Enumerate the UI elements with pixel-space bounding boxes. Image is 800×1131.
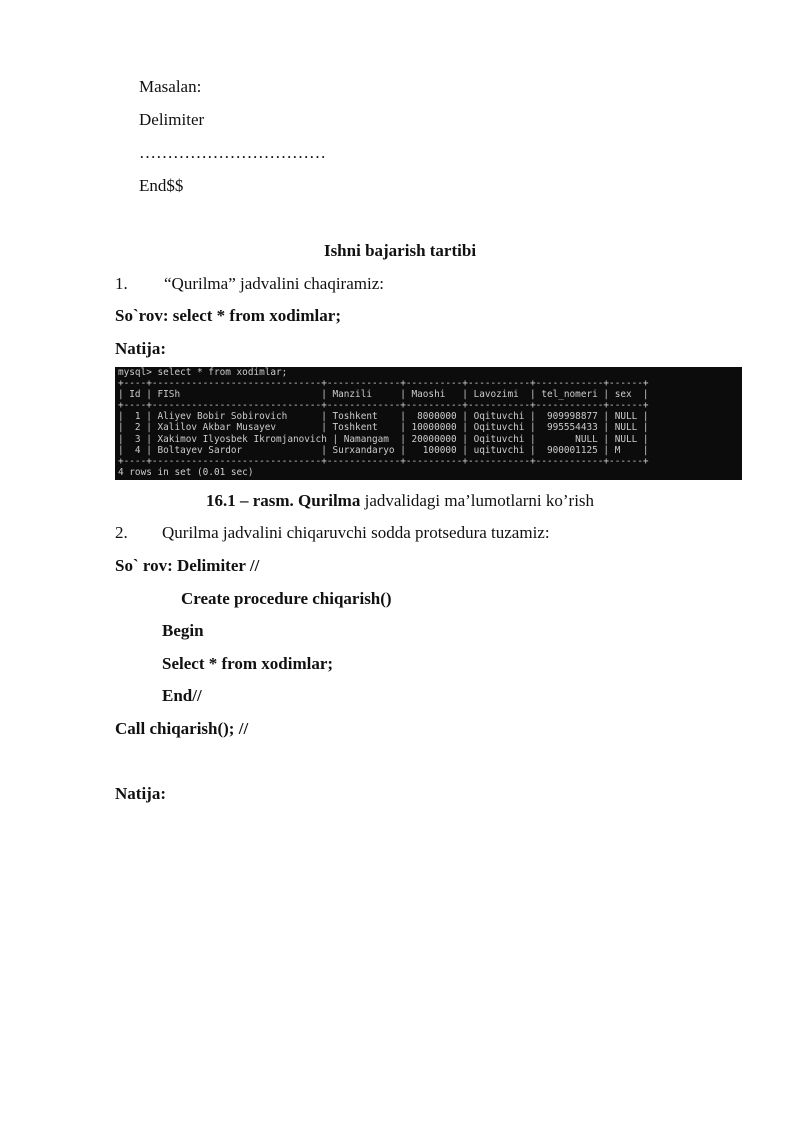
- figure-caption: [0, 491, 800, 511]
- query-1: So`rov: select * from xodimlar;: [115, 306, 341, 325]
- query-2-line-3: Begin: [162, 621, 204, 640]
- terminal-line: +----+------------------------------+-------------+----------+-----------+------------+------+: [118, 378, 649, 390]
- figure-caption-text: jadvalidagi ma’lumotlarni ko’rish: [360, 491, 595, 510]
- terminal-line: | 2 | Xalilov Akbar Musayev | Toshkent | 10000000 | Oqituvchi | 995554433 | NULL |: [118, 422, 649, 434]
- query-2-line-4: Select * from xodimlar;: [162, 654, 334, 673]
- example-label: Masalan:: [139, 77, 202, 96]
- step-2-text: Qurilma jadvalini chiqaruvchi sodda protsedura tuzamiz:: [162, 523, 550, 542]
- query-2-line-1: So` rov: Delimiter //: [115, 556, 260, 575]
- terminal-line: 4 rows in set (0.01 sec): [118, 466, 254, 478]
- delimiter-line: Delimiter: [139, 110, 205, 129]
- terminal-screenshot: [115, 367, 742, 480]
- query-2-line-6: Call chiqarish(); //: [115, 719, 249, 738]
- result-label-2: Natija:: [115, 784, 166, 803]
- result-label-1: Natija:: [115, 339, 166, 358]
- terminal-line: mysql> select * from xodimlar;: [118, 367, 288, 378]
- step-1-text: “Qurilma” jadvalini chaqiramiz:: [164, 274, 384, 293]
- step-2-number: 2.: [115, 523, 128, 542]
- end-line: End$$: [139, 176, 184, 195]
- step-1-number: 1.: [115, 274, 128, 293]
- ellipsis-line: ……………………………: [139, 143, 326, 162]
- terminal-line: | 4 | Boltayev Sardor | Surxandaryo | 100000 | uqituvchi | 900001125 | M |: [118, 444, 649, 456]
- terminal-line: | 1 | Aliyev Bobir Sobirovich | Toshkent | 8000000 | Oqituvchi | 909998877 | NULL |: [118, 411, 649, 423]
- terminal-line: +----+------------------------------+-------------+----------+-----------+------------+------+: [118, 400, 649, 412]
- section-title: Ishni bajarish tartibi: [323, 241, 477, 260]
- terminal-line: | Id | FISh | Manzili | Maoshi | Lavozimi | tel_nomeri | sex |: [118, 389, 649, 401]
- query-2-line-2: Create procedure chiqarish(): [181, 589, 392, 608]
- terminal-line: +----+------------------------------+-------------+----------+-----------+------------+------+: [118, 455, 649, 467]
- query-2-line-5: End//: [162, 686, 202, 705]
- terminal-line: | 3 | Xakimov Ilyosbek Ikromjanovich | Namangam | 20000000 | Oqituvchi | NULL | NULL |: [118, 433, 649, 445]
- figure-caption-bold: 16.1 – rasm. Qurilma: [205, 491, 361, 510]
